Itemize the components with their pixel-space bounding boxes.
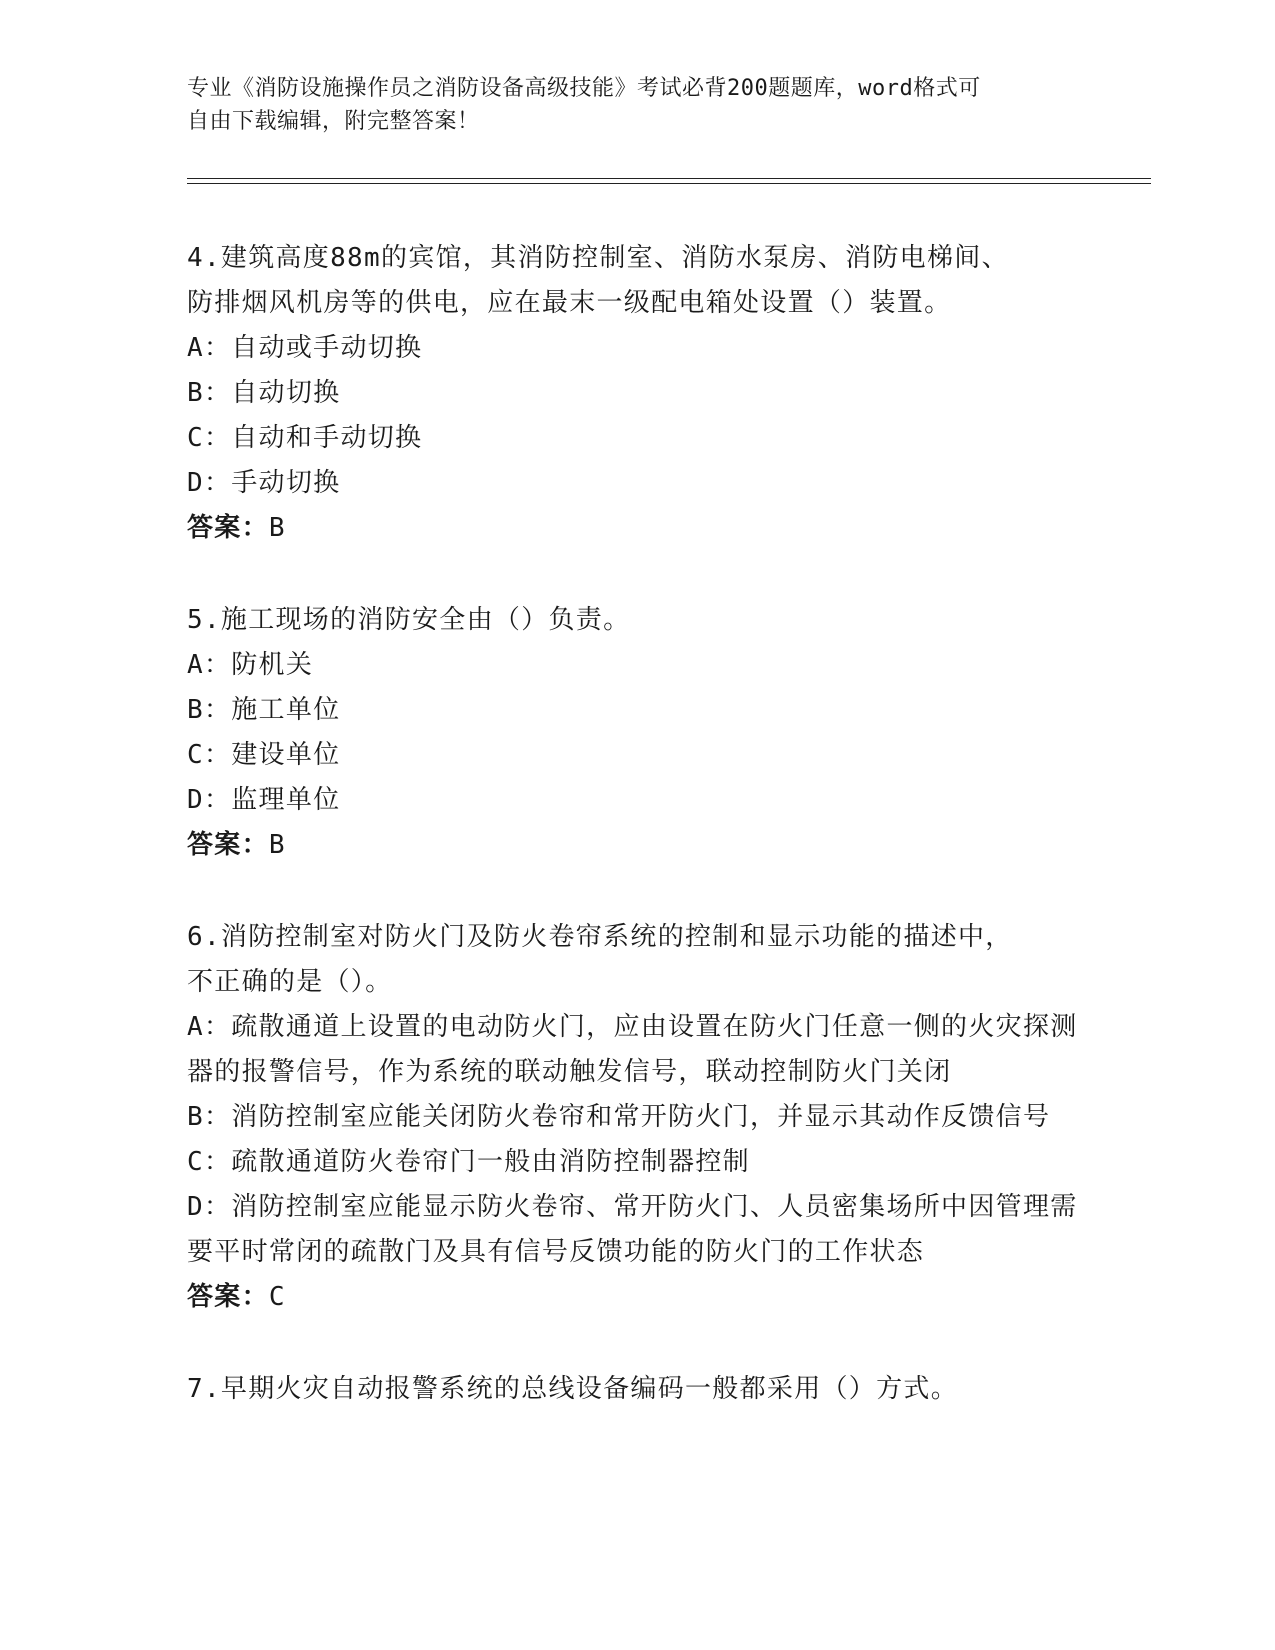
option-c: C：自动和手动切换 [187, 423, 423, 453]
question-spacer [187, 1320, 1087, 1367]
question-stem-line: 防排烟风机房等的供电，应在最末一级配电箱处设置（）装置。 [187, 288, 952, 318]
question-stem-line: 4.建筑高度88m的宾馆，其消防控制室、消防水泵房、消防电梯间、 [187, 243, 1009, 273]
answer-label: 答案： [187, 830, 269, 860]
answer-label: 答案： [187, 1282, 269, 1312]
answer-line [187, 1275, 1087, 1320]
question-spacer [187, 551, 1087, 598]
question-stem-line: 6.消防控制室对防火门及防火卷帘系统的控制和显示功能的描述中， [187, 922, 1013, 952]
option-a: A：防机关 [187, 650, 314, 680]
option-c: C：疏散通道防火卷帘门一般由消防控制器控制 [187, 1147, 750, 1177]
option-d: D：监理单位 [187, 785, 341, 815]
option-a: A：疏散通道上设置的电动防火门，应由设置在防火门任意一侧的火灾探测器的报警信号，作为系统的联动触发信号，联动控制防火门关闭 [187, 1012, 1078, 1087]
header-line-1: 专业《消防设施操作员之消防设备高级技能》考试必背200题题库，word格式可 [187, 76, 981, 101]
header-line-2: 自由下载编辑，附完整答案！ [187, 109, 480, 134]
question-stem-line: 7.早期火灾自动报警系统的总线设备编码一般都采用（）方式。 [187, 1374, 959, 1404]
option-b: B：消防控制室应能关闭防火卷帘和常开防火门，并显示其动作反馈信号 [187, 1102, 1051, 1132]
document-header [187, 72, 1087, 138]
question-4 [187, 236, 1087, 551]
answer-value: C [268, 1282, 286, 1312]
question-7 [187, 1367, 1087, 1412]
option-d: D：手动切换 [187, 468, 341, 498]
question-stem-line: 5.施工现场的消防安全由（）负责。 [187, 605, 631, 635]
answer-value: B [268, 513, 286, 543]
answer-label: 答案： [187, 513, 269, 543]
header-rule-top [187, 178, 1151, 179]
question-spacer [187, 868, 1087, 915]
header-rule-bottom [187, 183, 1151, 184]
option-b: B：施工单位 [187, 695, 341, 725]
option-b: B：自动切换 [187, 378, 341, 408]
question-stem-line: 不正确的是（）。 [187, 967, 393, 997]
answer-line [187, 823, 1087, 868]
answer-value: B [268, 830, 286, 860]
question-list [187, 236, 1087, 1412]
answer-line [187, 506, 1087, 551]
option-d: D：消防控制室应能显示防火卷帘、常开防火门、人员密集场所中因管理需要平时常闭的疏散门及具有信号反馈功能的防火门的工作状态 [187, 1192, 1078, 1267]
question-5 [187, 598, 1087, 868]
option-c: C：建设单位 [187, 740, 341, 770]
question-6 [187, 915, 1087, 1320]
option-a: A：自动或手动切换 [187, 333, 423, 363]
